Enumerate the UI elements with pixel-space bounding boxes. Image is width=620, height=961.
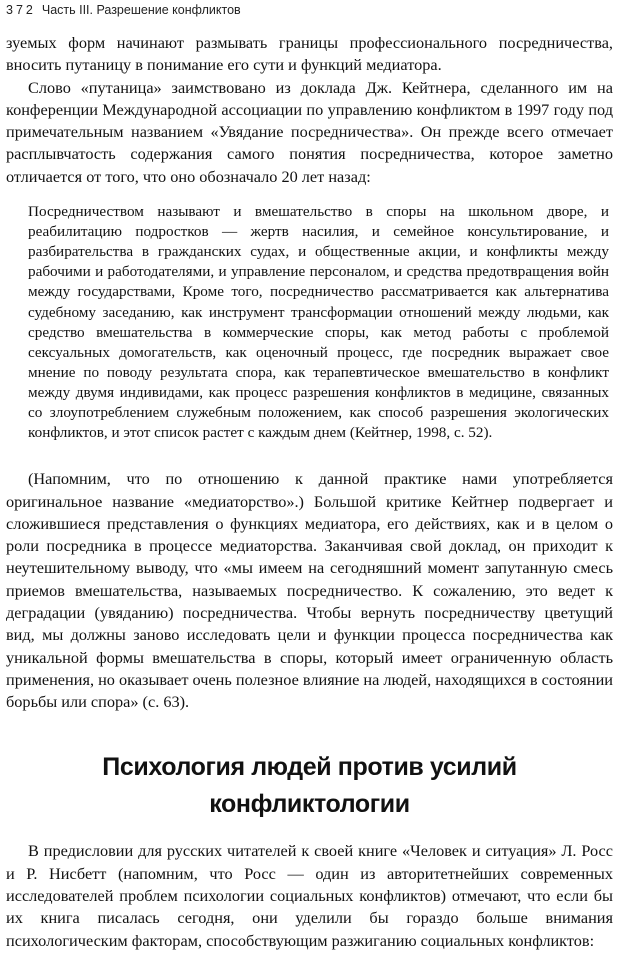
section-heading-line-2: конфликтологии <box>209 790 410 819</box>
paragraph-mediatorstvo: (Напомним, что по отношению к данной практике нами употребляется оригинальное название «медиаторство».) Большой критике Кейтнер подвергает и сложившиеся представления о функциях медиатора, его действиях, как и в целом о роли посредника в процессе медиаторства. Заканчивая свой доклад, он приходит к неутешительному выводу, что «мы имеем на сегодняшний момент запутанную смесь приемов вмешательства, называемых посредничество. К сожалению, это ведет к деградации (увяданию) посредничества. Чтобы вернуть посредничеству цветущий вид, мы должны заново исследовать цели и функции процесса посредничества как уникальной формы вмешательства в споры, который имеет ограниченную область применения, но оказывает очень полезное влияние на людей, находящихся в состоянии борьбы или спора» (с. 63). <box>6 469 613 712</box>
block-quote: Посредничеством называют и вмешательство в споры на школьном дворе, и реабилитацию подростков — жертв насилия, и семейное консультирование, и разбирательства в гражданских судах, и общественные акции, и конфликты между рабочими и работодателями, и управление персоналом, и средства предотвращения войн между государствами, Кроме того, посредничество рассматривается как альтернатива судебному заседанию, как инструмент трансформации отношений между людьми, как средство вмешательства в коммерческие споры, как метод работы с проблемой сексуальных домогательств, как оценочный процесс, где посредник выражает свое мнение по поводу результата спора, как терапевтическое вмешательство в конфликт между двумя индивидами, как процесс разрешения конфликтов в медицине, связанных со злоупотреблением служебным положением, как способ разрешения экологических конфликтов, и этот список растет с каждым днем (Кейтнер, 1998, с. 52). <box>28 203 609 442</box>
paragraph-keitner-report: Слово «путаница» заимствовано из доклада Дж. Кейтнера, сделанного им на конференции Международной ассоциации по управлению конфликтом в 1997 году под примечательным названием «Увядание посредничества». Он прежде всего отмечает расплывчатость содержания самого понятия посредничества, которое заметно отличается от того, что оно обозначало 20 лет назад: <box>6 77 613 186</box>
paragraph-ross-nisbett: В предисловии для русских читателей к своей книге «Человек и ситуация» Л. Росс и Р. Нисбетт (напомним, что Росс — один из авторитетнейших современных исследователей проблем психологии социальных конфликтов) отмечают, что если бы их книга писалась сегодня, они уделили бы гораздо больше внимания психологическим факторам, способствующим разжиганию социальных конфликтов: <box>6 841 613 950</box>
page-number: 372 <box>6 3 36 17</box>
section-heading <box>6 749 613 823</box>
section-heading-line-1: Психология людей против усилий <box>102 753 517 782</box>
paragraph-continuation: зуемых форм начинают размывать границы профессионального посредничества, вносить путаницу в понимание его сути и функций медиатора. <box>6 33 613 75</box>
page-body <box>0 32 620 952</box>
running-title: Часть III. Разрешение конфликтов <box>41 3 241 17</box>
running-head <box>6 2 614 18</box>
